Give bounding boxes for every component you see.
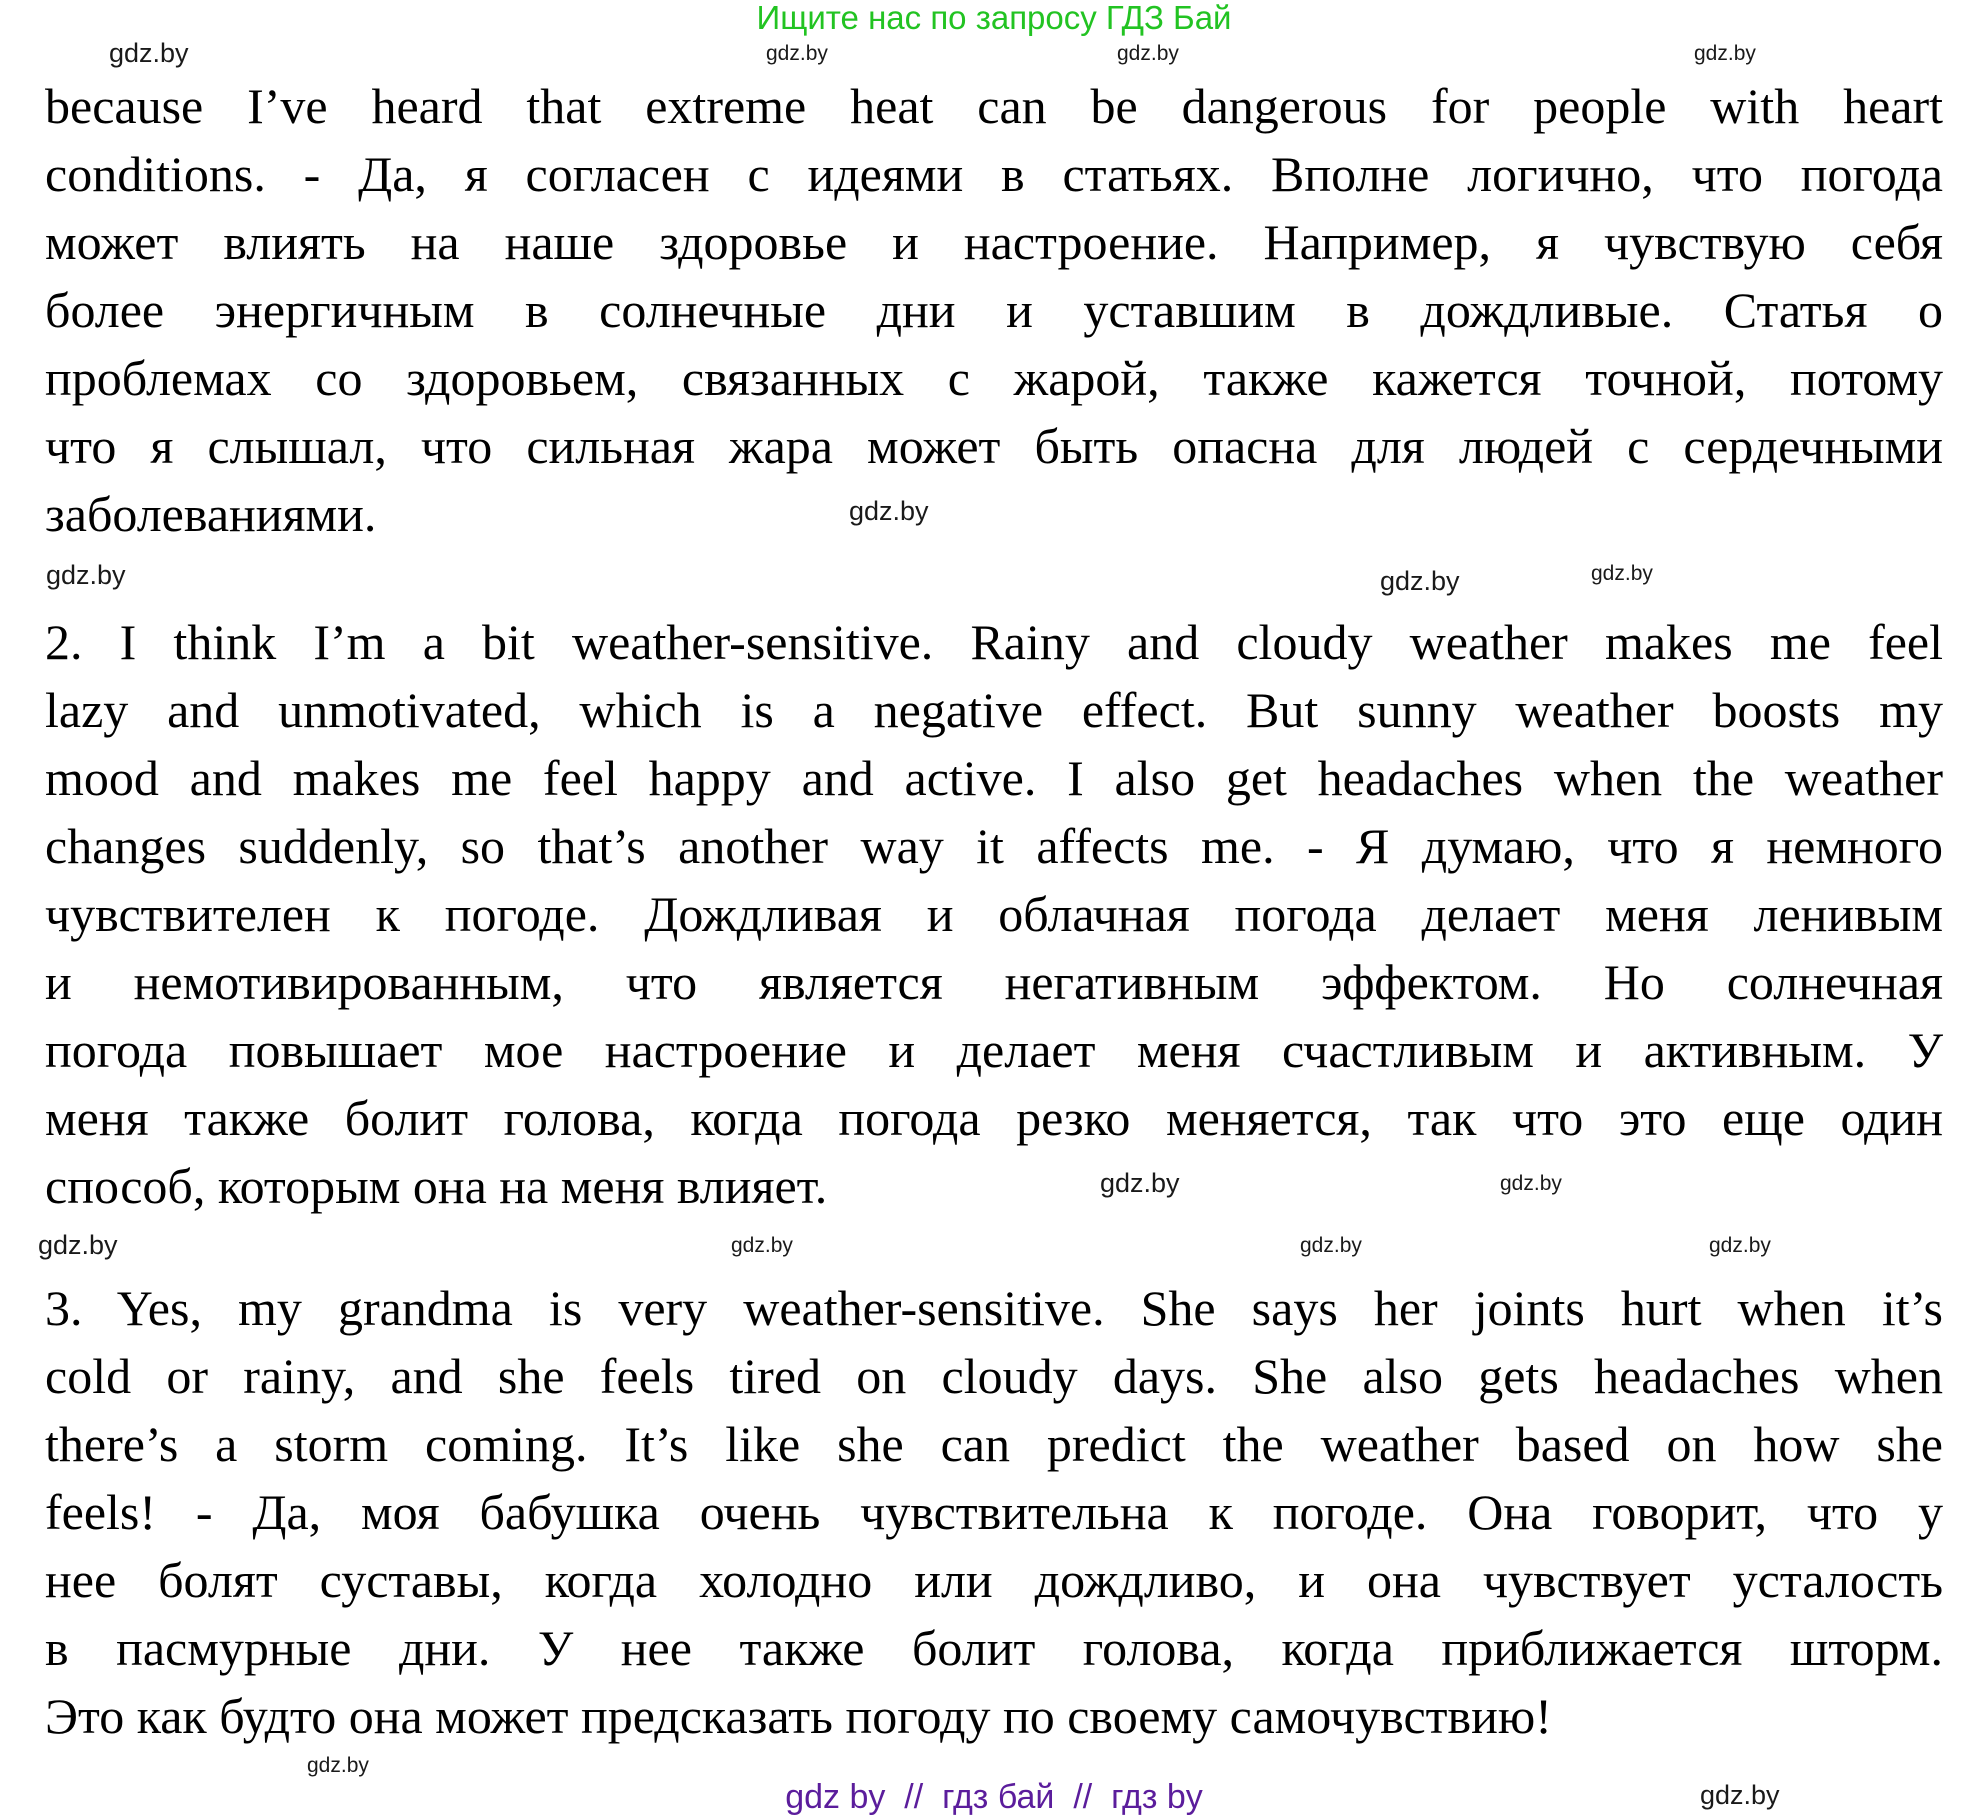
- text-line: может влиять на наше здоровье и настроение. Например, я чувствую себя: [45, 214, 1943, 270]
- watermark: gdz.by: [1591, 562, 1653, 585]
- paragraph-3: [45, 1274, 1943, 1750]
- watermark: gdz.by: [849, 496, 929, 526]
- footer-links: [0, 1778, 1988, 1816]
- text-line: чувствителен к погоде. Дождливая и облачная погода делает меня ленивым: [45, 886, 1943, 942]
- text-line: changes suddenly, so that’s another way it affects me. - Я думаю, что я немного: [45, 818, 1943, 874]
- text-line: в пасмурные дни. У нее также болит голова, когда приближается шторм.: [45, 1620, 1943, 1676]
- text-line: there’s a storm coming. It’s like she can predict the weather based on how she: [45, 1416, 1943, 1472]
- watermark: gdz.by: [1694, 42, 1756, 65]
- text-line: because I’ve heard that extreme heat can be dangerous for people with heart: [45, 78, 1943, 134]
- text-line: проблемах со здоровьем, связанных с жарой, также кажется точной, потому: [45, 350, 1943, 406]
- footer-text: gdz by // гдз бай // гдз by: [785, 1778, 1203, 1816]
- watermark: gdz.by: [1300, 1234, 1362, 1257]
- watermark: gdz.by: [1500, 1172, 1562, 1195]
- text-line: Это как будто она может предсказать погоду по своему самочувствию!: [45, 1688, 1552, 1744]
- watermark: gdz.by: [1100, 1168, 1180, 1198]
- paragraph-2: [45, 608, 1943, 1220]
- watermark: gdz.by: [1117, 42, 1179, 65]
- text-line: нее болят суставы, когда холодно или дождливо, и она чувствует усталость: [45, 1552, 1943, 1608]
- text-line: feels! - Да, моя бабушка очень чувствительна к погоде. Она говорит, что у: [45, 1484, 1943, 1540]
- watermark: gdz.by: [307, 1754, 369, 1777]
- text-line: более энергичным в солнечные дни и уставшим в дождливые. Статья о: [45, 282, 1943, 338]
- text-line: mood and makes me feel happy and active. I also get headaches when the weather: [45, 750, 1943, 806]
- text-line: способ, которым она на меня влияет.: [45, 1158, 828, 1214]
- text-line: cold or rainy, and she feels tired on cloudy days. She also gets headaches when: [45, 1348, 1943, 1404]
- paragraph-1: [45, 72, 1943, 548]
- watermark: gdz.by: [46, 560, 126, 590]
- watermark: gdz.by: [109, 38, 189, 68]
- watermark: gdz.by: [38, 1230, 118, 1260]
- text-line: заболеваниями.: [45, 486, 377, 542]
- text-line: погода повышает мое настроение и делает меня счастливым и активным. У: [45, 1022, 1943, 1078]
- text-line: lazy and unmotivated, which is a negative effect. But sunny weather boosts my: [45, 682, 1943, 738]
- text-line: 3. Yes, my grandma is very weather-sensitive. She says her joints hurt when it’s: [45, 1280, 1943, 1336]
- watermark: gdz.by: [731, 1234, 793, 1257]
- watermark: gdz.by: [1709, 1234, 1771, 1257]
- text-line: и немотивированным, что является негативным эффектом. Но солнечная: [45, 954, 1943, 1010]
- watermark: gdz.by: [1700, 1780, 1780, 1810]
- text-line: conditions. - Да, я согласен с идеями в статьях. Вполне логично, что погода: [45, 146, 1943, 202]
- watermark: gdz.by: [1380, 566, 1460, 596]
- text-line: что я слышал, что сильная жара может быть опасна для людей с сердечными: [45, 418, 1943, 474]
- text-line: меня также болит голова, когда погода резко меняется, так что это еще один: [45, 1090, 1943, 1146]
- text-line: 2. I think I’m a bit weather-sensitive. Rainy and cloudy weather makes me feel: [45, 614, 1943, 670]
- watermark: gdz.by: [766, 42, 828, 65]
- promo-header: Ищите нас по запросу ГДЗ Бай: [756, 0, 1232, 36]
